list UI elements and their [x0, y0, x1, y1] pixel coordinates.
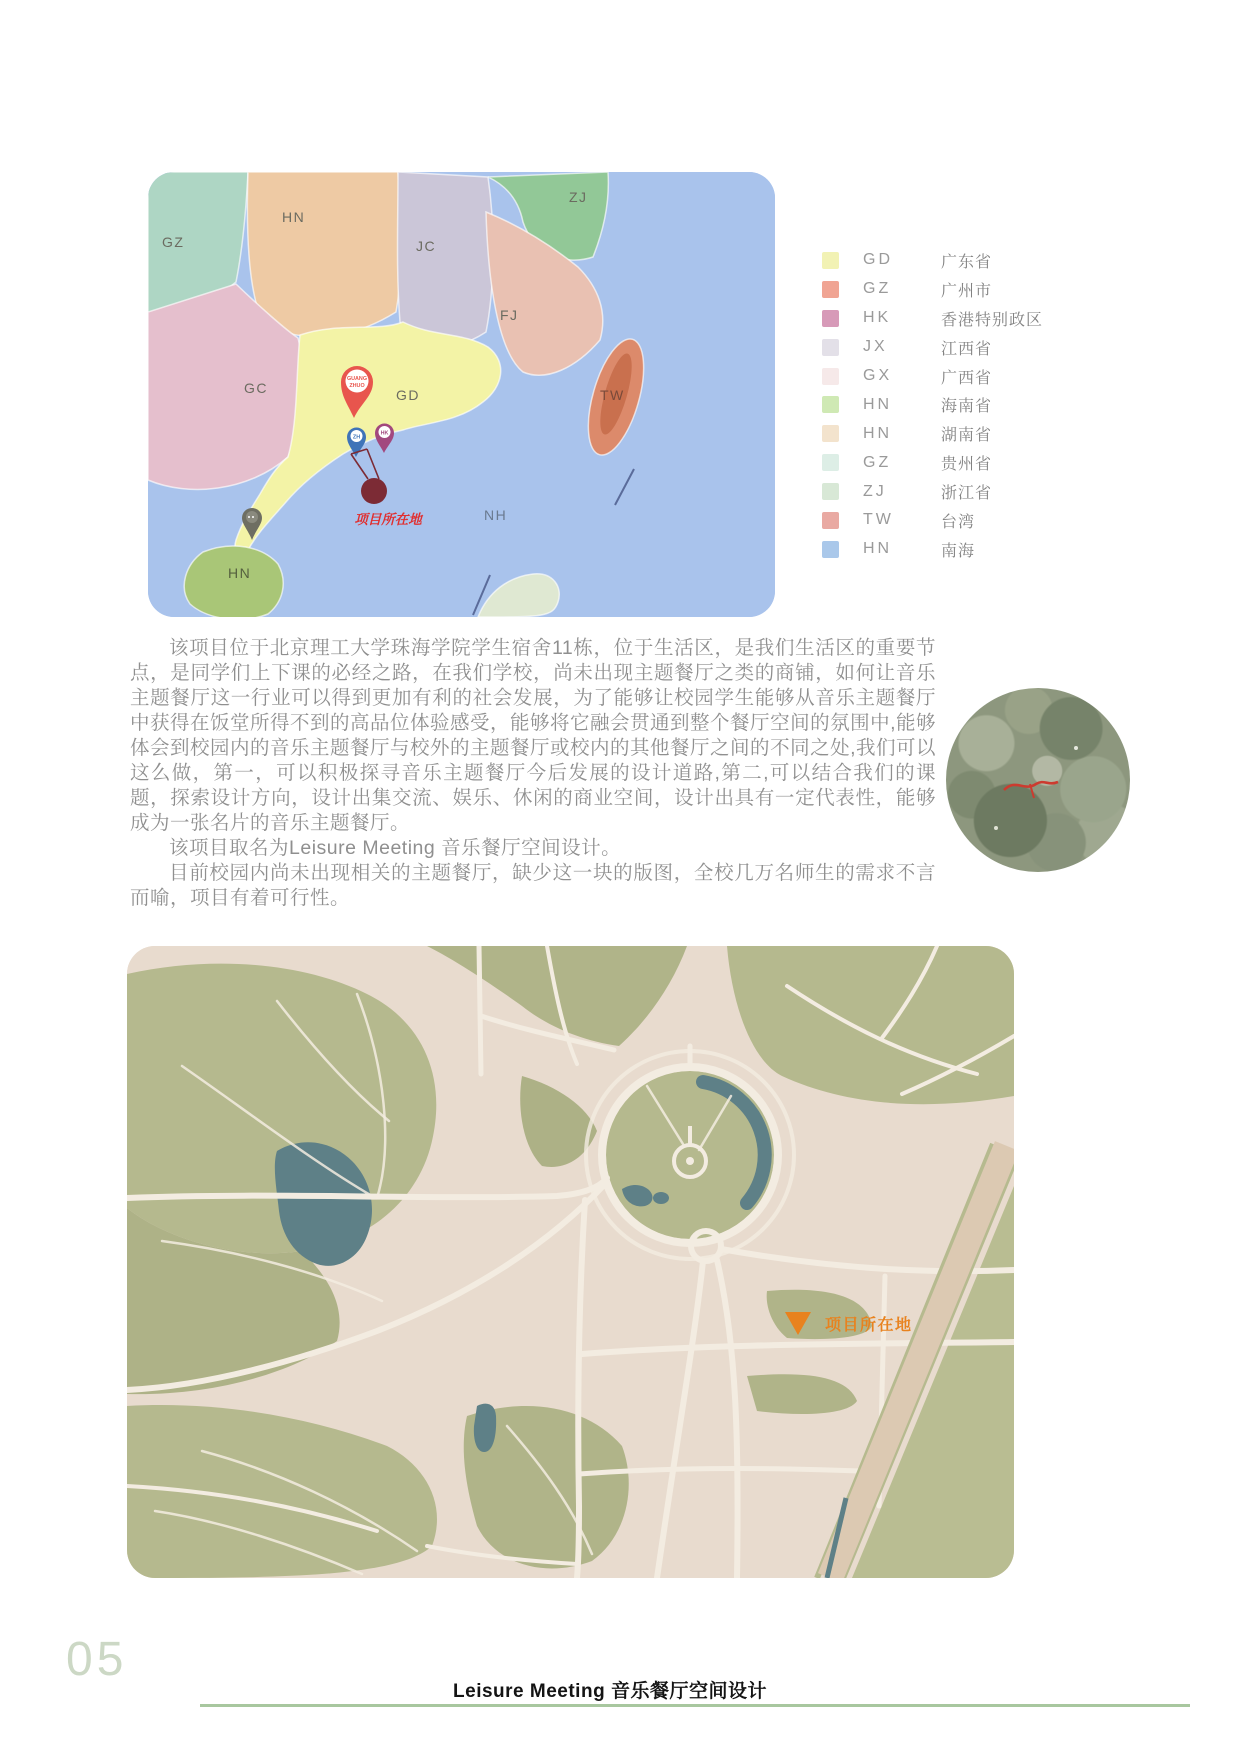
- legend-name: 江西省: [941, 340, 993, 358]
- legend-row: [822, 304, 1122, 333]
- legend-swatch: [822, 454, 839, 471]
- legend-name: 海南省: [941, 398, 993, 416]
- legend-code: GZ: [863, 453, 892, 471]
- region-hunan: [247, 172, 401, 337]
- label-hn-hunan: HN: [282, 209, 306, 225]
- legend-row: [822, 362, 1122, 391]
- legend-swatch: [822, 396, 839, 413]
- photo-speck: [1074, 746, 1078, 750]
- project-description: [130, 636, 936, 911]
- label-tw: TW: [600, 387, 625, 403]
- map-legend: [822, 246, 1122, 564]
- legend-swatch: [822, 541, 839, 558]
- label-gc: GC: [244, 380, 268, 396]
- legend-swatch: [822, 368, 839, 385]
- guangzhou-pin-label2: ZHUO: [349, 383, 365, 389]
- legend-name: 浙江省: [941, 485, 993, 503]
- legend-row: [822, 390, 1122, 419]
- legend-swatch: [822, 483, 839, 500]
- legend-swatch: [822, 425, 839, 442]
- footer-rule: [200, 1704, 1190, 1707]
- legend-row: [822, 477, 1122, 506]
- legend-swatch: [822, 339, 839, 356]
- legend-name: 湖南省: [941, 427, 993, 445]
- project-site-label: 项目所在地: [354, 512, 422, 527]
- legend-row: [822, 506, 1122, 535]
- legend-name: 贵州省: [941, 456, 993, 474]
- legend-code: HN: [863, 395, 893, 413]
- legend-code: HN: [863, 540, 893, 558]
- region-map: [148, 172, 775, 617]
- legend-swatch: [822, 252, 839, 269]
- legend-code: HN: [863, 424, 893, 442]
- label-hn-hainan: HN: [228, 565, 252, 581]
- label-gz: GZ: [162, 234, 185, 250]
- legend-name: 广州市: [941, 282, 993, 300]
- legend-row: [822, 246, 1122, 275]
- legend-row: [822, 275, 1122, 304]
- legend-name: 台湾: [941, 513, 976, 531]
- legend-code: ZJ: [863, 482, 887, 500]
- label-fj: FJ: [500, 307, 519, 323]
- legend-name: 南海: [941, 542, 976, 560]
- label-nh: NH: [484, 507, 508, 523]
- paragraph: 该项目位于北京理工大学珠海学院学生宿舍11栋，位于生活区，是我们生活区的重要节点，是同学们上下课的必经之路，在我们学校，尚未出现主题餐厅之类的商铺，如何让音乐主题餐厅这一行业可以得到更加有利的社会发展，为了能够让校园学生能够从音乐主题餐厅中获得在饭堂所得不到的高品位体验感受，能够将它融会贯通到整个餐厅空间的氛围中,能够体会到校园内的音乐主题餐厅与校外的主题餐厅或校内的其他餐厅之间的不同之处,我们可以这么做，第一，可以积极探寻音乐主题餐厅今后发展的设计道路,第二,可以结合我们的课题，探索设计方向，设计出集交流、娱乐、休闲的商业空间，设计出具有一定代表性，能够成为一张名片的音乐主题餐厅。: [130, 637, 936, 834]
- campus-project-label: 项目所在地: [825, 1317, 913, 1334]
- legend-swatch: [822, 512, 839, 529]
- label-jc: JC: [416, 238, 437, 254]
- guangzhou-pin-label1: GUANG: [346, 376, 368, 382]
- legend-code: GD: [863, 251, 893, 269]
- label-zj: ZJ: [569, 189, 588, 205]
- region-hainan-island: [184, 546, 283, 617]
- region-jiangxi: [398, 172, 494, 346]
- legend-name: 广东省: [941, 253, 993, 271]
- legend-row: [822, 419, 1122, 448]
- region-map-canvas: [148, 172, 775, 617]
- footer-title: Leisure Meeting 音乐餐厅空间设计: [453, 1681, 767, 1702]
- legend-code: GX: [863, 367, 893, 384]
- hongkong-pin-label: HK: [380, 430, 389, 437]
- legend-name: 香港特别政区: [941, 311, 1044, 329]
- campus-map-canvas: [127, 946, 1014, 1578]
- legend-row: [822, 535, 1122, 564]
- label-gd: GD: [396, 387, 420, 403]
- legend-name: 广西省: [941, 369, 993, 387]
- zhuhai-pin-label: ZH: [352, 434, 361, 441]
- paragraph: 目前校园内尚未出现相关的主题餐厅，缺少这一块的版图，全校几万名师生的需求不言而喻，项目有着可行性。: [130, 862, 936, 909]
- legend-row: [822, 333, 1122, 362]
- legend-code: GZ: [863, 280, 892, 298]
- paragraph: 该项目取名为Leisure Meeting 音乐餐厅空间设计。: [169, 837, 622, 859]
- legend-code: HK: [863, 309, 892, 327]
- legend-code: JX: [863, 338, 888, 356]
- photo-speck: [994, 826, 998, 830]
- legend-code: TW: [863, 511, 894, 529]
- legend-swatch: [822, 310, 839, 327]
- legend-row: [822, 448, 1122, 477]
- legend-swatch: [822, 281, 839, 298]
- page-number: 05: [66, 1633, 128, 1686]
- satellite-photo: [946, 688, 1130, 872]
- campus-map: [127, 946, 1014, 1578]
- satellite-photo-overlay: [946, 688, 1130, 872]
